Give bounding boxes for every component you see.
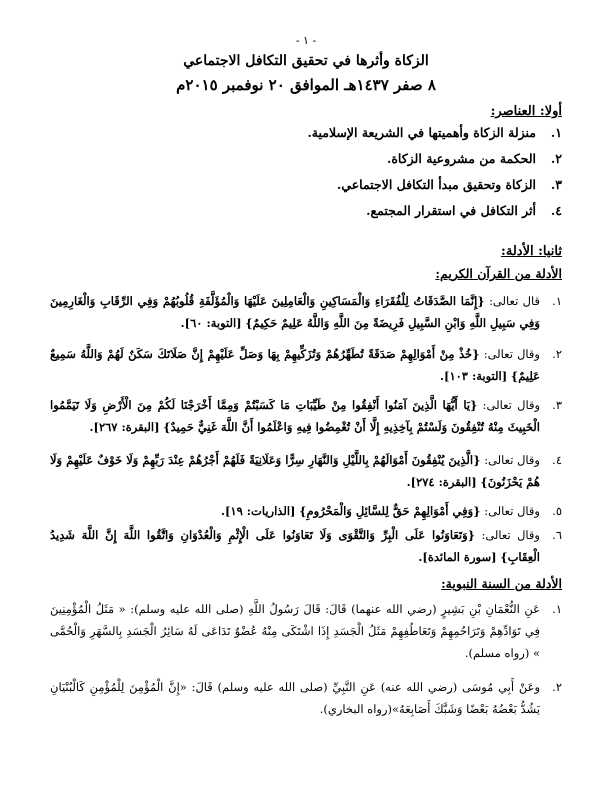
verse-reference: [التوبة: ١٠٣]. bbox=[439, 369, 508, 383]
list-item: ٤.أثر التكافل في استقرار المجتمع. bbox=[366, 203, 562, 218]
verse-reference: [سورة المائدة]. bbox=[418, 550, 497, 564]
quran-evidence-item: ٣. وقال تعالى: {يَا أَيُّهَا الَّذِينَ آمَنُوا أَنْفِقُوا مِنْ طَيِّبَاتِ مَا كَسَبْتُمْ وَمِمَّا أَخْرَجْنَا لَكُمْ مِنَ الْأَرْضِ وَلَا تَيَمَّمُوا الْخَبِيثَ مِنْهُ تُنْفِقُونَ وَلَسْتُمْ بِآخِذِيهِ إِلَّا أَنْ تُغْمِضُوا فِيهِ وَاعْلَمُوا أَنَّ اللَّهَ غَنِيٌّ حَمِيدٌ} [البقرة: ٢٦٧]. bbox=[50, 398, 562, 434]
quran-verse: {الَّذِينَ يُنْفِقُونَ أَمْوَالَهُمْ بِاللَّيْلِ وَالنَّهَارِ سِرًّا وَعَلَانِيَةً فَلَهُمْ أَجْرُهُمْ عِنْدَ رَبِّهِمْ وَلَا خَوْفٌ عَلَيْهِمْ وَلَا هُمْ يَحْزَنُونَ} bbox=[50, 453, 540, 489]
quran-evidence-item: ٥. وقال تعالى: {وَفِي أَمْوَالِهِمْ حَقٌّ لِلسَّائِلِ وَالْمَحْرُومِ} [الذاريات: ١٩]. bbox=[220, 504, 562, 518]
hadith-text: عَنِ النُّعْمَانِ بْنِ بَشِيرٍ (رضي الله عنهما) قَالَ: قَالَ رَسُولُ اللَّهِ (صلى الله عليه وسلم): « مَثَلُ الْمُؤْمِنِينَ فِي تَوَادِّهِمْ وَتَرَاحُمِهِمْ وَتَعَاطُفِهِمْ مَثَلُ الْجَسَدِ إِذَا اشْتَكَى مِنْهُ عُضْوٌ تَدَاعَى لَهُ سَائِرُ الْجَسَدِ بِالسَّهَرِ وَالْحُمَّى » (رواه مسلم). bbox=[50, 602, 540, 660]
verse-reference: [التوبة: ٦٠]. bbox=[180, 316, 242, 330]
list-item: ٣.الزكاة وتحقيق مبدأ التكافل الاجتماعي. bbox=[336, 177, 562, 192]
elements-list bbox=[50, 120, 562, 224]
quran-verse: {إِنَّمَا الصَّدَقَاتُ لِلْفُقَرَاءِ وَالْمَسَاكِينِ وَالْعَامِلِينَ عَلَيْهَا وَالْمُؤَلَّفَةِ قُلُوبُهُمْ وَفِي الرِّقَابِ وَالْغَارِمِينَ وَفِي سَبِيلِ اللَّهِ وَابْنِ السَّبِيلِ فَرِيضَةً مِنَ اللَّهِ وَاللَّهُ عَلِيمٌ حَكِيمٌ} bbox=[50, 294, 540, 330]
evidence-heading: ثانيا: الأدلة: bbox=[501, 244, 562, 259]
elements-heading: أولا: العناصر: bbox=[490, 104, 562, 119]
quran-evidence-item: ٦. وقال تعالى: {وَتَعَاوَنُوا عَلَى الْبِرِّ وَالتَّقْوَى وَلَا تَعَاوَنُوا عَلَى الْإِثْمِ وَالْعُدْوَانِ وَاتَّقُوا اللَّهَ إِنَّ اللَّهَ شَدِيدُ الْعِقَابِ} [سورة المائدة]. bbox=[50, 528, 562, 564]
quran-evidence-item: ١. قال تعالى: {إِنَّمَا الصَّدَقَاتُ لِلْفُقَرَاءِ وَالْمَسَاكِينِ وَالْعَامِلِينَ عَلَيْهَا وَالْمُؤَلَّفَةِ قُلُوبُهُمْ وَفِي الرِّقَابِ وَالْغَارِمِينَ وَفِي سَبِيلِ اللَّهِ وَابْنِ السَّبِيلِ فَرِيضَةً مِنَ اللَّهِ وَاللَّهُ عَلِيمٌ حَكِيمٌ} [التوبة: ٦٠]. bbox=[50, 294, 562, 330]
quran-verse: {وَتَعَاوَنُوا عَلَى الْبِرِّ وَالتَّقْوَى وَلَا تَعَاوَنُوا عَلَى الْإِثْمِ وَالْعُدْوَانِ وَاتَّقُوا اللَّهَ إِنَّ اللَّهَ شَدِيدُ الْعِقَابِ} bbox=[50, 528, 540, 564]
hadith-item: ٢. وعَنْ أَبِي مُوسَى (رضي الله عنه) عَنِ النَّبِيِّ (صلى الله عليه وسلم) قَالَ: «إِنَّ الْمُؤْمِنَ لِلْمُؤْمِنِ كَالْبُنْيَانِ يَشُدُّ بَعْضُهُ بَعْضًا وَشَبَّكَ أَصَابِعَهُ»(رواه البخاري). bbox=[50, 676, 562, 720]
quran-evidence-item: ٢. وقال تعالى: {خُذْ مِنْ أَمْوَالِهِمْ صَدَقَةً تُطَهِّرُهُمْ وَتُزَكِّيهِمْ بِهَا وَصَلِّ عَلَيْهِمْ إِنَّ صَلَاتَكَ سَكَنٌ لَهُمْ وَاللَّهُ سَمِيعٌ عَلِيمٌ} [التوبة: ١٠٣]. bbox=[50, 347, 562, 383]
hadith-text: وعَنْ أَبِي مُوسَى (رضي الله عنه) عَنِ النَّبِيِّ (صلى الله عليه وسلم) قَالَ: «إِنَّ الْمُؤْمِنَ لِلْمُؤْمِنِ كَالْبُنْيَانِ يَشُدُّ بَعْضُهُ بَعْضًا وَشَبَّكَ أَصَابِعَهُ»(رواه البخاري). bbox=[50, 680, 540, 716]
document-title: الزكاة وأثرها في تحقيق التكافل الاجتماعي bbox=[183, 53, 429, 69]
quran-evidence-heading: الأدلة من القرآن الكريم: bbox=[435, 266, 562, 281]
quran-verse: {وَفِي أَمْوَالِهِمْ حَقٌّ لِلسَّائِلِ وَالْمَحْرُومِ} bbox=[299, 504, 481, 518]
quran-verse: {خُذْ مِنْ أَمْوَالِهِمْ صَدَقَةً تُطَهِّرُهُمْ وَتُزَكِّيهِمْ بِهَا وَصَلِّ عَلَيْهِمْ إِنَّ صَلَاتَكَ سَكَنٌ لَهُمْ وَاللَّهُ سَمِيعٌ عَلِيمٌ} bbox=[50, 347, 540, 383]
quran-evidence-item: ٤. وقال تعالى: {الَّذِينَ يُنْفِقُونَ أَمْوَالَهُمْ بِاللَّيْلِ وَالنَّهَارِ سِرًّا وَعَلَانِيَةً فَلَهُمْ أَجْرُهُمْ عِنْدَ رَبِّهِمْ وَلَا خَوْفٌ عَلَيْهِمْ وَلَا هُمْ يَحْزَنُونَ} [البقرة: ٢٧٤]. bbox=[50, 453, 562, 489]
quran-verse: {يَا أَيُّهَا الَّذِينَ آمَنُوا أَنْفِقُوا مِنْ طَيِّبَاتِ مَا كَسَبْتُمْ وَمِمَّا أَخْرَجْنَا لَكُمْ مِنَ الْأَرْضِ وَلَا تَيَمَّمُوا الْخَبِيثَ مِنْهُ تُنْفِقُونَ وَلَسْتُمْ بِآخِذِيهِ إِلَّا أَنْ تُغْمِضُوا فِيهِ وَاعْلَمُوا أَنَّ اللَّهَ غَنِيٌّ حَمِيدٌ} bbox=[50, 398, 540, 434]
hadith-item: ١. عَنِ النُّعْمَانِ بْنِ بَشِيرٍ (رضي الله عنهما) قَالَ: قَالَ رَسُولُ اللَّهِ (صلى الله عليه وسلم): « مَثَلُ الْمُؤْمِنِينَ فِي تَوَادِّهِمْ وَتَرَاحُمِهِمْ وَتَعَاطُفِهِمْ مَثَلُ الْجَسَدِ إِذَا اشْتَكَى مِنْهُ عُضْوٌ تَدَاعَى لَهُ سَائِرُ الْجَسَدِ بِالسَّهَرِ وَالْحُمَّى » (رواه مسلم). bbox=[50, 598, 562, 664]
document-date: ٨ صفر ١٤٣٧هـ الموافق ٢٠ نوفمبر ٢٠١٥م bbox=[176, 76, 436, 94]
sunnah-evidence-heading: الأدلة من السنة النبوية: bbox=[441, 576, 562, 591]
list-item: ١.منزلة الزكاة وأهميتها في الشريعة الإسلامية. bbox=[307, 125, 562, 140]
list-item: ٢.الحكمة من مشروعية الزكاة. bbox=[387, 151, 562, 166]
page-number: - ١ - bbox=[295, 34, 317, 47]
verse-reference: [الذاريات: ١٩]. bbox=[220, 504, 296, 518]
verse-reference: [البقرة: ٢٦٧]. bbox=[89, 420, 160, 434]
verse-reference: [البقرة: ٢٧٤]. bbox=[406, 475, 477, 489]
